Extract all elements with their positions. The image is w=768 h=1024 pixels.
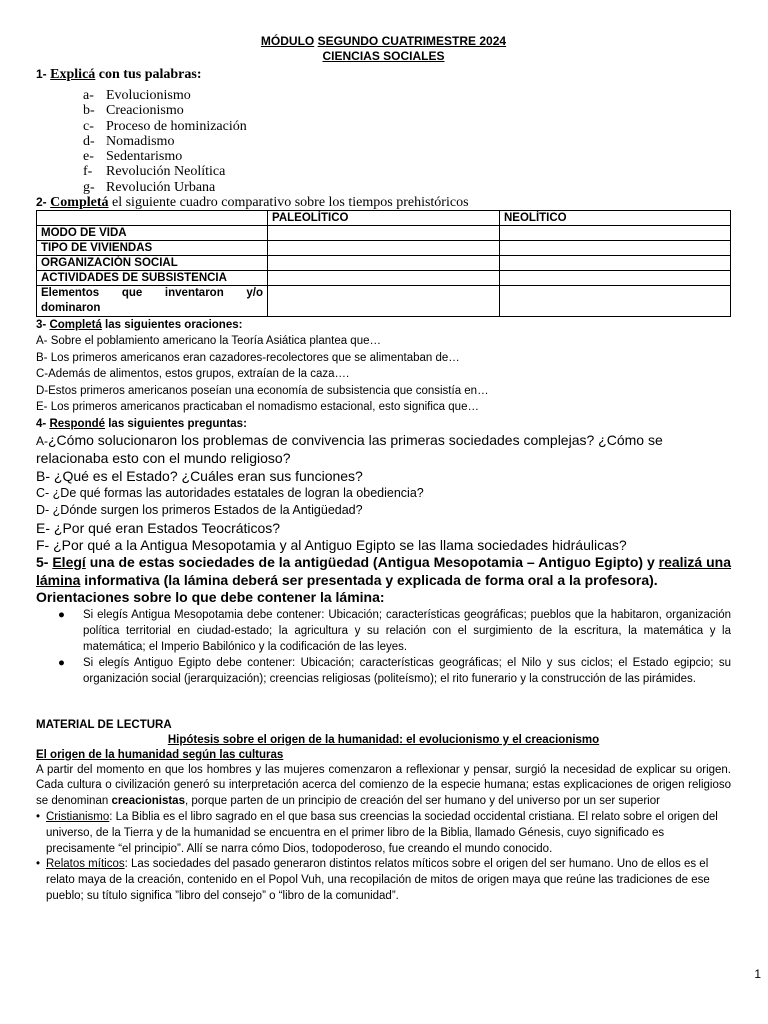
- section4-rest: las siguientes preguntas:: [105, 418, 247, 431]
- row-header-line1: Elementos que inventaron y/o: [41, 287, 263, 300]
- list-item: [36, 857, 731, 904]
- question-a: [36, 432, 731, 468]
- section5-heading: [36, 554, 731, 589]
- document-subtitle: [36, 49, 731, 64]
- table-cell[interactable]: [268, 226, 500, 241]
- section5-verb1: Elegí: [52, 554, 86, 571]
- list-item: [36, 608, 731, 655]
- sentence-line: B- Los primeros americanos eran cazadores-recolectores que se alimentaban de…: [36, 351, 460, 364]
- orientations-title: Orientaciones sobre lo que debe contener la lámina:: [36, 589, 385, 606]
- section3-num: 3-: [36, 319, 47, 332]
- row-header: TIPO DE VIVIENDAS: [37, 241, 268, 256]
- item-letter: d-: [83, 133, 95, 149]
- paragraph-part: A partir del momento en que los hombres y las mujeres comenzaron a reflexionar y pensar, surgió la necesidad de explicar su origen. Cada cultura o civilización generó su interpretación acerca del comienzo de la especie humana; estas explicaciones de origen religioso se denominan: [36, 763, 731, 808]
- item-letter: c-: [83, 118, 94, 134]
- bullet-icon: ●: [58, 609, 65, 622]
- row-header: MODO DE VIDA: [37, 226, 268, 241]
- hypothesis-title: [36, 733, 731, 748]
- column-header-paleolitico: PALEOLÍTICO: [268, 211, 500, 226]
- bullet-text: : La Biblia es el libro sagrado en el que basa sus creencias la sociedad occidental cristiana. El relato sobre el origen del universo, de la Tierra y de la humanidad se encuentra en el primer libro de la Biblia, llamado Génesis, cuyo significado es precisamente “el principio”. Allí se narra cómo Dios, todopoderoso, fue creando el mundo conocido.: [46, 811, 718, 855]
- table-cell[interactable]: [268, 256, 500, 271]
- table-header-row: [37, 211, 731, 226]
- section4-verb: Respondé: [49, 418, 106, 431]
- section2-rest: el siguiente cuadro comparativo sobre los tiempos prehistóricos: [108, 195, 469, 211]
- paragraph-part: , porque parten de un principio de creación del ser humano y del universo por un ser superior: [184, 795, 660, 808]
- list-item: [83, 180, 731, 195]
- orientations-list: [36, 608, 731, 688]
- item-letter: a-: [83, 88, 94, 103]
- question-line: C- ¿De qué formas las autoridades estatales de logran la obediencia?: [36, 485, 424, 500]
- item-letter: e-: [83, 149, 94, 165]
- hypothesis-text: Hipótesis sobre el origen de la humanidad: el evolucionismo y el creacionismo: [167, 733, 600, 746]
- column-header-neolitico: NEOLÍTICO: [500, 211, 731, 226]
- item-text: Creacionismo: [106, 103, 184, 119]
- paragraph-bold: creacionistas: [111, 795, 185, 808]
- table-row: [37, 256, 731, 271]
- table-cell[interactable]: [268, 271, 500, 286]
- table-cell[interactable]: [500, 256, 731, 271]
- list-item: [83, 103, 731, 118]
- section3-rest: las siguientes oraciones:: [101, 319, 243, 332]
- title-part1: MÓDULO: [260, 34, 315, 48]
- row-header: ACTIVIDADES DE SUBSISTENCIA: [37, 271, 268, 286]
- sentence-line: D-Estos primeros americanos poseían una economía de subsistencia que consistía en…: [36, 384, 489, 397]
- list-item: [83, 88, 731, 103]
- question-line: B- ¿Qué es el Estado? ¿Cuáles eran sus funciones?: [36, 467, 363, 484]
- table-cell: [37, 211, 268, 226]
- item-text: Evolucionismo: [106, 88, 191, 103]
- reading-paragraph: [36, 763, 731, 810]
- section1-heading: [36, 65, 731, 84]
- section1-num: 1-: [36, 67, 47, 81]
- item-letter: b-: [83, 103, 95, 119]
- sentence-line: A- Sobre el poblamiento americano la Teoría Asiática plantea que…: [36, 335, 381, 348]
- origin-title: [36, 748, 731, 763]
- bullet-icon: •: [36, 858, 41, 871]
- document-title: [36, 34, 731, 49]
- reading-bullets: [36, 810, 731, 905]
- bullet-text: Si elegís Antiguo Egipto debe contener: Ubicación; características geográficas; el Nilo y sus ciclos; el Estado egipcio; su organización social (jerarquización); creencias religiosas (politeísmo); el rito funerario y la construcción de las pirámides.: [83, 657, 731, 685]
- bullet-label: Relatos míticos: [46, 858, 125, 871]
- section5-num: 5-: [36, 554, 49, 571]
- table-cell[interactable]: [500, 226, 731, 241]
- sentence-line: E- Los primeros americanos practicaban el nomadismo estacional, esto significa que…: [36, 401, 479, 414]
- item-text: Revolución Neolítica: [106, 164, 226, 180]
- item-text: Revolución Urbana: [106, 179, 216, 195]
- table-cell[interactable]: [268, 241, 500, 256]
- list-item: [83, 134, 731, 149]
- table-row: [37, 241, 731, 256]
- question-a-text: ¿Cómo solucionaron los problemas de convivencia las primeras sociedades complejas? ¿Cómo se relacionaba esto con el mundo religioso?: [36, 432, 663, 467]
- bullet-text: Si elegís Antigua Mesopotamia debe contener: Ubicación; características geográficas; pueblos que la habitaron, organización política territorial en ciudad-estado; la agricultura y su relación con el surgimiento de la escritura, la matemática y la matemática; el Imperio Babilónico y la codificación de las leyes.: [83, 609, 731, 653]
- comparison-table: [36, 210, 731, 317]
- item-letter: f-: [83, 164, 93, 180]
- question-line: F- ¿Por qué a la Antigua Mesopotamia y al Antiguo Egipto se las llama sociedades hidráulicas?: [36, 536, 627, 553]
- list-item: [83, 119, 731, 134]
- section2-heading: [36, 195, 731, 210]
- table-row: [37, 226, 731, 241]
- section4-heading: [36, 417, 731, 432]
- row-header: ORGANIZACIÓN SOCIAL: [37, 256, 268, 271]
- list-item: [36, 656, 731, 687]
- section2-num: 2-: [36, 195, 47, 210]
- list-item: [36, 810, 731, 857]
- section4-num: 4-: [36, 418, 47, 431]
- list-item: [83, 164, 731, 179]
- table-cell[interactable]: [500, 286, 731, 317]
- table-cell[interactable]: [500, 271, 731, 286]
- section1-verb: Explicá: [50, 67, 96, 82]
- bullet-icon: ●: [58, 657, 65, 670]
- reading-heading: MATERIAL DE LECTURA: [36, 718, 172, 731]
- origin-title-text: El origen de la humanidad según las culturas: [36, 748, 284, 761]
- subtitle-text: CIENCIAS SOCIALES: [322, 49, 445, 63]
- item-text: Sedentarismo: [106, 149, 183, 165]
- bullet-icon: •: [36, 811, 41, 824]
- row-header-line2: dominaron: [41, 302, 101, 315]
- row-header: [37, 286, 268, 317]
- section5-mid1: una de estas sociedades de la antigüedad (Antigua Mesopotamia – Antiguo Egipto) y: [85, 554, 659, 571]
- item-text: Nomadismo: [106, 133, 175, 149]
- section1-list: [36, 88, 731, 195]
- section3-verb: Completá: [49, 319, 102, 332]
- section1-rest: con tus palabras:: [95, 67, 202, 82]
- sentence-line: C-Además de alimentos, estos grupos, extraían de la caza….: [36, 368, 350, 381]
- item-text: Proceso de hominización: [106, 118, 247, 134]
- table-row: [37, 286, 731, 317]
- item-letter: g-: [83, 179, 95, 195]
- table-cell[interactable]: [268, 286, 500, 317]
- question-line: D- ¿Dónde surgen los primeros Estados de la Antigüedad?: [36, 503, 363, 518]
- list-item: [83, 149, 731, 164]
- section3-heading: [36, 318, 731, 333]
- question-line: E- ¿Por qué eran Estados Teocráticos?: [36, 519, 281, 536]
- section5-mid2: informativa (la lámina deberá ser presentada y explicada de forma oral a la profesora).: [80, 571, 658, 588]
- section5-verb2: realizá una lámina: [36, 554, 731, 588]
- title-part2: SEGUNDO CUATRIMESTRE 2024: [317, 34, 507, 48]
- question-a-prefix: A-: [36, 434, 48, 449]
- document-page: [36, 34, 731, 905]
- table-cell[interactable]: [500, 241, 731, 256]
- table-row: [37, 271, 731, 286]
- bullet-text: : Las sociedades del pasado generaron distintos relatos míticos sobre el origen del ser humano. Uno de ellos es el relato maya de la creación, contenido en el Popol Vuh, una recopilación de mitos de origen maya que reúne las tradiciones de ese pueblo; su título significa ”libro del consejo” o “libro de la comunidad”.: [46, 858, 710, 903]
- bullet-label: Cristianismo: [46, 811, 110, 824]
- section2-verb: Completá: [50, 195, 109, 211]
- page-number: 1: [754, 967, 761, 981]
